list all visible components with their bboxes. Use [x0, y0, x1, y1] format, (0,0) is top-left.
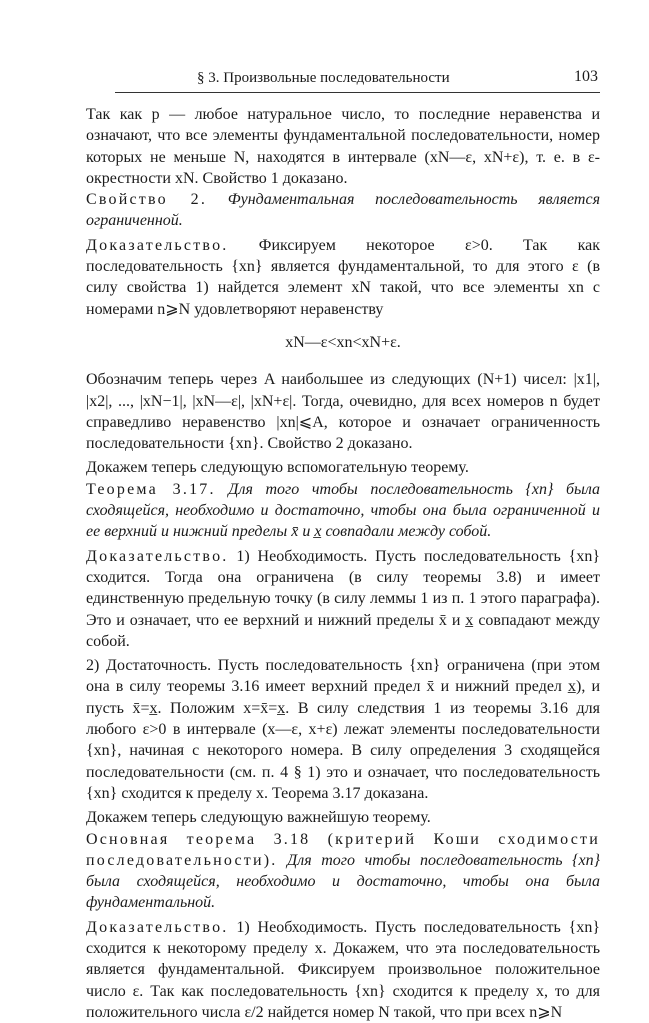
paragraph: Так как p — любое натуральное число, то последние неравенства и означают, что все элементы фундаментальной последовательности, номер которых не меньше N, находятся в интервале (xN—ε, xN+ε), т. е. в ε-окрестности xN. Свойство 1 доказано.: [86, 106, 600, 187]
proof-paragraph: [86, 546, 600, 652]
page-number: 103: [574, 68, 598, 85]
proof-paragraph: [86, 235, 600, 320]
page-body: [86, 104, 600, 1023]
paragraph: Докажем теперь следующую вспомогательную теорему.: [86, 459, 469, 477]
section-title: § 3. Произвольные последовательности: [197, 70, 450, 86]
proof-text: Фиксируем некоторое ε>0. Так как последовательность {xn} является фундаментальной, то для этого ε (в силу свойства 1) найдется элемент xN такой, что все элементы xn с номерами n⩾N удовлетворяют неравенству: [86, 236, 601, 318]
theorem-label: Основная теорема 3.18 (критерий Коши сходимости последовательности).: [86, 830, 600, 869]
paragraph: 2) Достаточность. Пусть последовательность {xn} ограничена (при этом она в силу теоремы 3.16 имеет верхний предел x̄ и нижний предел x̲), и пусть x̄=x̲. Положим x=x̄=x̲. В силу следствия 1 из теоремы 3.16 для любого ε>0 в интервале (x—ε, x+ε) лежат элементы последовательности {xn}, начиная с некоторого номера. В силу определения 3 сходящейся последовательности (см. п. 4 § 1) это и означает, что последовательность {xn} сходится к пределу x. Теорема 3.17 доказана.: [86, 657, 600, 802]
proof-label: Доказательство.: [86, 236, 229, 254]
property-text: Фундаментальная последовательность является ограниченной.: [86, 191, 601, 230]
theorem-statement: [86, 479, 600, 543]
proof-label: Доказательство.: [86, 547, 229, 565]
paragraph: Докажем теперь следующую важнейшую теорему.: [86, 809, 431, 827]
property-statement: [86, 189, 600, 232]
theorem-statement: [86, 829, 600, 914]
proof-text: 1) Необходимость. Пусть последовательность {xn} сходится к некоторому пределу x. Докажем, что эта последовательность является фундаментальной. Фиксируем произвольное положительное число ε. Так как последовательность {xn} сходится к пределу x, то для положительного числа ε/2 найдется номер N такой, что при всех n⩾N: [86, 918, 601, 1021]
theorem-label: Теорема 3.17.: [86, 480, 216, 498]
theorem-text: Для того чтобы последовательность {xn} была сходящейся, необходимо и достаточно, чтобы она была фундаментальной.: [86, 851, 601, 912]
proof-paragraph: [86, 917, 600, 1023]
theorem-text: Для того чтобы последовательность {xn} была сходящейся, необходимо и достаточно, чтобы она была ограниченной и ее верхний и нижний пределы x̄ и x̲ совпадали между собой.: [86, 480, 601, 541]
property-label: Свойство 2.: [86, 191, 208, 209]
paragraph: Обозначим теперь через A наибольшее из следующих (N+1) чисел: |x1|, |x2|, ..., |xN−1|, |xN—ε|, |xN+ε|. Тогда, очевидно, для всех номеров n будет справедливо неравенство |xn|⩽A, которое и означает ограниченность последовательности {xn}. Свойство 2 доказано.: [86, 371, 600, 453]
proof-label: Доказательство.: [86, 918, 229, 936]
proof-text: 1) Необходимость. Пусть последовательность {xn} сходится. Тогда она ограничена (в силу теоремы 3.8) и имеет единственную предельную точку (в силу леммы 1 из п. 1 этого параграфа). Это и означает, что ее верхний и нижний пределы x̄ и x̲ совпадают между собой.: [86, 547, 601, 650]
display-formula: xN—ε<xn<xN+ε.: [285, 333, 401, 351]
running-header: [115, 66, 600, 93]
